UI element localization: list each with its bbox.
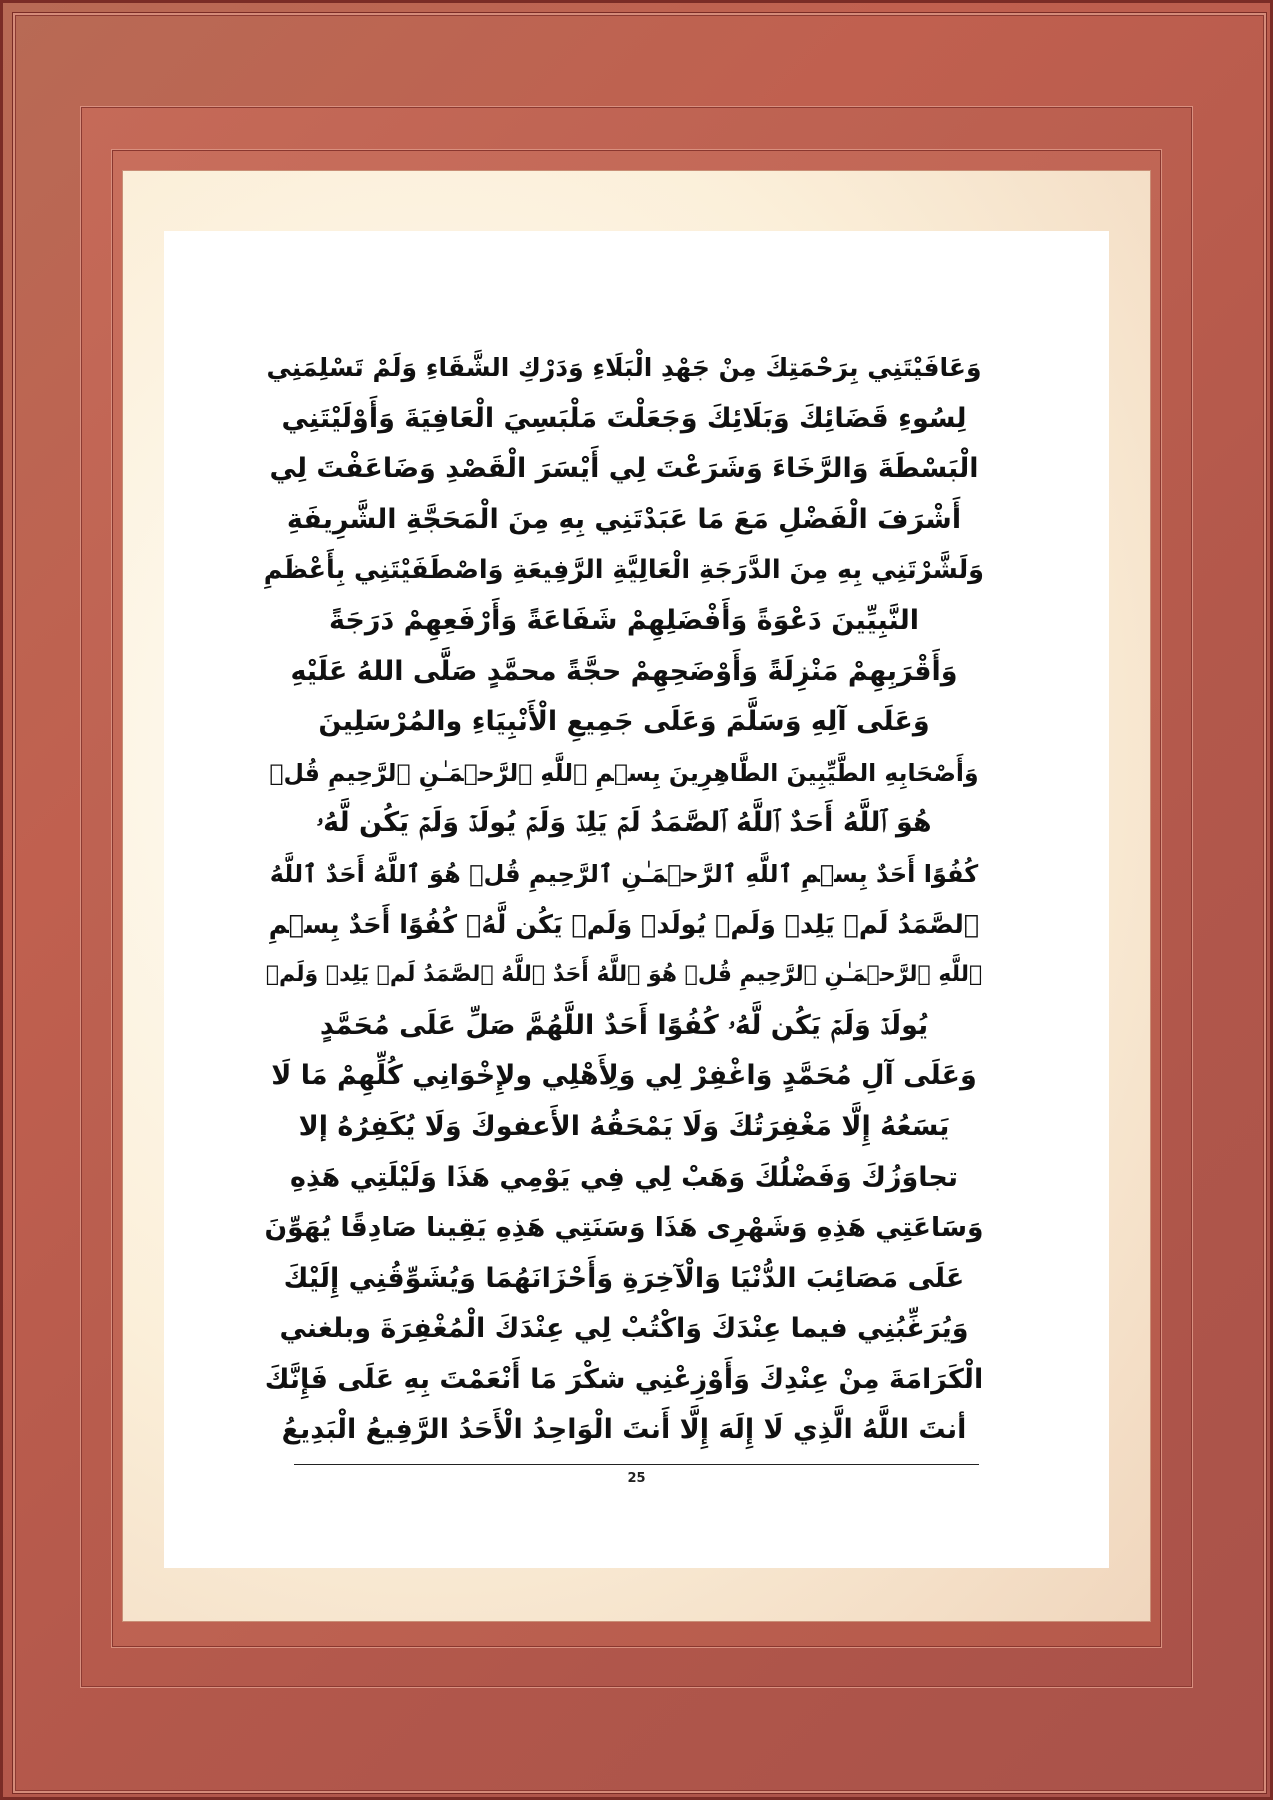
text-line: ٱللَّهِ ٱلرَّحۡمَـٰنِ ٱلرَّحِيمِ قُلۡ هُوَ ٱللَّهُ أَحَدٌ ٱللَّهُ ٱلصَّمَدُ لَمۡ يَلِدۡ وَلَمۡ [265,962,983,988]
page-number: 25 [627,1471,646,1486]
text-line: الْكَرَامَةَ مِنْ عِنْدِكَ وَأَوْزِعْنِي شكْرَ مَا أَنْعَمْتَ بِهِ عَلَى فَإِنَّكَ [264,1363,984,1395]
text-line: يُولَدۡ وَلَمۡ يَكُن لَّهُۥ كُفُوًا أَحَدٌ اللَّهُمَّ صَلِّ عَلَى مُحَمَّدٍ [319,1009,929,1041]
text-line: وَأَقْرَبِهِمْ مَنْزِلَةً وَأَوْضَحِهِمْ حجَّةً محمَّدٍ صَلَّى اللهُ عَلَيْهِ [290,655,958,687]
text-line: وَيُرَغِّبُنِي فيما عِنْدَكَ وَاكْتُبْ لِي عِنْدَكَ الْمُغْفِرَةَ وبلغني [279,1313,969,1345]
footer-divider [294,1464,979,1465]
text-line: كُفُوًا أَحَدٌ بِسۡمِ ٱللَّهِ ٱلرَّحۡمَـٰنِ ٱلرَّحِيمِ قُلۡ هُوَ ٱللَّهُ أَحَدٌ ٱللَّهُ [269,859,979,888]
text-line: وَأَصْحَابِهِ الطَّيِّبِينَ الطَّاهِرِينَ بِسۡمِ ٱللَّهِ ٱلرَّحۡمَـٰنِ ٱلرَّحِيمِ قُلۡ [269,758,979,787]
text-line: أنتَ اللَّهُ الَّذِي لَا إِلَهَ إِلَّا أَنتَ الْوَاحِدُ الْأَحَدُ الرَّفِيعُ الْبَدِيعُ [281,1414,967,1446]
text-line: لِسُوءِ قَضَائِكَ وَبَلَائِكَ وَجَعَلْتَ مَلْبَسِيَ الْعَافِيَةَ وَأَوْلَيْتَنِي [281,402,967,434]
text-line: أَشْرَفَ الْفَضْلِ مَعَ مَا عَبَدْتَنِي بِهِ مِنَ الْمَحَجَّةِ الشَّرِيفَةِ [286,503,962,535]
text-line: تجاوَزُكَ وَفَضْلُكَ وَهَبْ لِي فِي يَوْمِي هَذَا وَلَيْلَتِي هَذِهِ [290,1161,958,1193]
text-line: وَعَلَى آلِ مُحَمَّدٍ وَاغْفِرْ لِي وَلِأَهْلِي ولإِخْوَانِي كُلِّهِمْ مَا لَا [271,1060,977,1092]
text-line: النَّبِيِّينَ دَعْوَةً وَأَفْضَلِهِمْ شَفَاعَةً وَأَرْفَعِهِمْ دَرَجَةً [329,604,919,636]
text-line: الْبَسْطَةَ وَالرَّخَاءَ وَشَرَعْتَ لِي أَيْسَرَ الْقَصْدِ وَضَاعَفْتَ لِي [269,453,979,485]
text-line: وَلَشَّرْتَنِي بِهِ مِنَ الدَّرَجَةِ الْعَالِيَّةِ الرَّفِيعَةِ وَاصْطَفَيْتَنِي بِأَعْظَمِ [263,555,984,586]
text-line: هُوَ ٱللَّهُ أَحَدٌ ٱللَّهُ ٱلصَّمَدُ لَمۡ يَلِدۡ وَلَمۡ يُولَدۡ وَلَمۡ يَكُن لَّهُۥ [316,807,932,839]
text-line: ٱلصَّمَدُ لَمۡ يَلِدۡ وَلَمۡ يُولَدۡ وَلَمۡ يَكُن لَّهُۥ كُفُوًا أَحَدٌ بِسۡمِ [268,909,980,940]
text-line: يَسَعُهُ إِلَّا مَغْفِرَتُكَ وَلَا يَمْحَقُهُ الأَعفوكَ وَلَا يُكَفِرُهُ إلا [298,1110,950,1142]
document-page [164,231,1109,1568]
arabic-text-block [264,343,984,1456]
text-line: وَسَاعَتِي هَذِهِ وَشَهْرِى هَذَا وَسَنَتِي هَذِهِ يَقِينا صَادِقًا يُهَوِّنَ [264,1212,984,1244]
text-line: عَلَى مَصَائِبَ الدُّنْيَا وَالْآخِرَةِ وَأَحْزَانَهُمَا وَيُشَوِّقُنِي إِلَيْكَ [283,1262,965,1294]
text-line: وَعَافَيْتَنِي بِرَحْمَتِكَ مِنْ جَهْدِ الْبَلَاءِ وَدَرْكِ الشَّقَاءِ وَلَمْ تَسْلِمَنِي [266,353,982,382]
text-line: وَعَلَى آلِهِ وَسَلَّمَ وَعَلَى جَمِيعِ الْأَنْبِيَاءِ والمُرْسَلِينَ [318,706,930,738]
